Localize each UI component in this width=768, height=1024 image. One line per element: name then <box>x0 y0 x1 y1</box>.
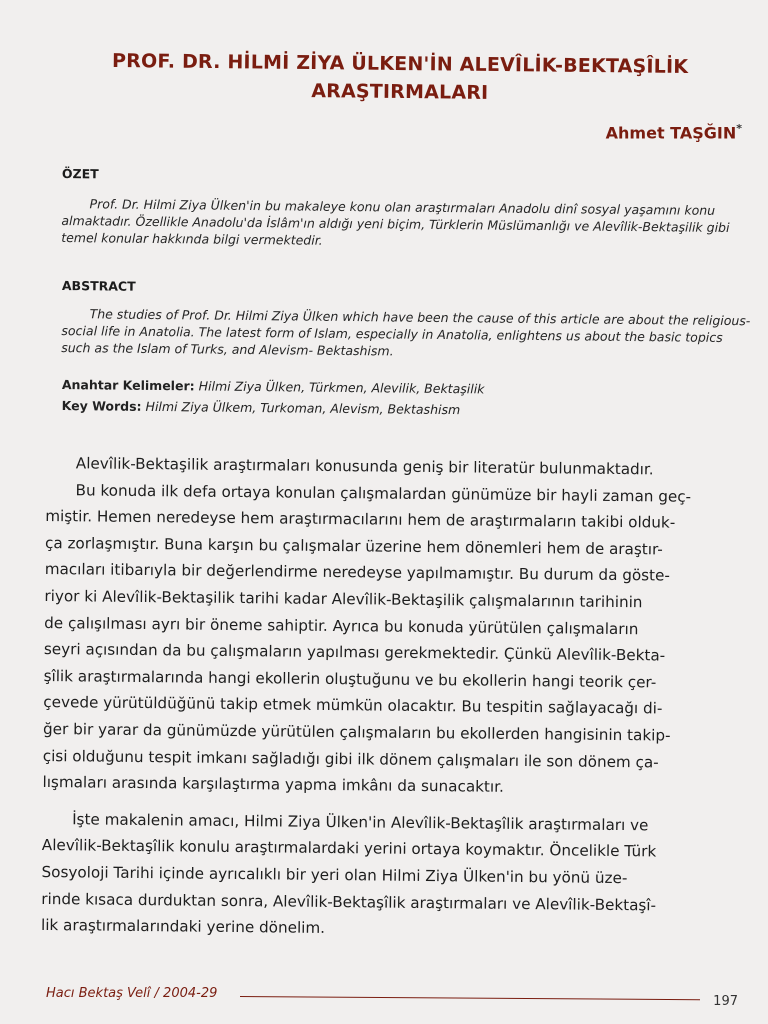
abstract-section <box>61 278 752 363</box>
text-line: Alevîlik-Bektaşîlik konulu araştırmalardaki yerini ortaya koymaktır. Öncelikle Türk <box>41 836 657 861</box>
keywords-en-value: Hilmi Ziya Ülkem, Turkoman, Alevism, Bektashism <box>145 398 461 418</box>
text-line: lışmaları arasında karşılaştırma yapma imkânı da sunacaktır. <box>42 773 504 796</box>
body-paragraph-2 <box>41 806 738 946</box>
footer-divider <box>240 996 700 1000</box>
text-line: Sosyoloji Tarihi içinde ayrıcalıklı bir yeri olan Hilmi Ziya Ülken'in bu yönü üze- <box>41 862 628 888</box>
text-line: riyor ki Alevîlik-Bektaşilik tarihi kadar Alevîlik-Bektaşilik çalışmalarının tarihinin <box>44 586 643 612</box>
text-line: Alevîlik-Bektaşilik araştırmaları konusunda geniş bir literatür bulunmaktadır. <box>75 454 654 479</box>
author-name: Ahmet TAŞĞIN <box>605 123 737 143</box>
text-line: çevede yürütüldüğünü takip etmek mümkün olacaktır. Bu tespitin sağlayacağı di- <box>43 693 663 718</box>
keywords-en-label: Key Words: <box>61 397 142 414</box>
text-line: miştir. Hemen neredeyse hem araştırmacılarını hem de araştırmaların takibi olduk- <box>45 507 676 532</box>
ozet-text-block <box>61 195 751 253</box>
text-line: seyri açısından da bu çalışmaların yapılması gerekmektedir. Çünkü Alevîlik-Bekta- <box>43 640 666 665</box>
body-paragraph-1 <box>42 450 742 803</box>
abstract-text: The studies of Prof. Dr. Hilmi Ziya Ülken which have been the cause of this article are about the religious- social life in Anatolia. The latest form of Islam, especially in Anatolia, enlightens us about the basic topics such as the Islam of Turks, and Alevism- Bektashism. <box>61 306 751 359</box>
abstract-heading: ABSTRACT <box>61 278 136 294</box>
ozet-section <box>61 166 752 253</box>
journal-footer: Hacı Bektaş Velî / 2004-29 <box>46 986 218 1001</box>
text-line: ça zorlaşmıştır. Buna karşın bu çalışmalar üzerine hem dönemleri hem de araştır- <box>44 533 663 559</box>
abstract-text-block <box>61 305 751 363</box>
text-line: macıları itibarıyla bir değerlendirme neredeyse yapılmamıştır. Bu durum da göste- <box>44 560 670 585</box>
title-line-1: PROF. DR. HİLMİ ZİYA ÜLKEN'İN ALEVÎLİK-BEKTAŞÎLİK <box>111 49 689 79</box>
keywords-section <box>62 374 752 423</box>
keywords-tr-value: Hilmi Ziya Ülken, Türkmen, Alevilik, Bektaşilik <box>198 378 485 397</box>
text-line: rinde kısaca durduktan sonra, Alevîlik-Bektaşîlik araştırmaları ve Alevîlik-Bektaşî- <box>41 889 657 914</box>
text-line: Bu konuda ilk defa ortaya konulan çalışmalardan günümüze bir hayli zaman geç- <box>75 480 692 506</box>
article-title <box>60 46 741 109</box>
author <box>606 122 742 142</box>
title-line-2: ARAŞTIRMALARI <box>311 80 489 104</box>
text-line: çisi olduğunu tespit imkanı sağladığı gibi ilk dönem çalışmaları ile son dönem ça- <box>42 746 659 771</box>
ozet-text: Prof. Dr. Hilmi Ziya Ülken'in bu makaleye konu olan araştırmaları Anadolu dinî sosyal yaşamını konu almaktadır. Özellikle Anadolu'da İslâm'ın aldığı yeni biçim, Türklerin Müslümanlığı ve Alevîlik-Bektaşilik gibi temel konular hakkında bilgi vermektedir. <box>61 196 730 248</box>
ozet-heading: ÖZET <box>61 166 99 182</box>
text-line: ğer bir yarar da günümüzde yürütülen çalışmaların bu ekollerden hangisinin takip- <box>42 719 671 745</box>
text-line: de çalışılması ayrı bir öneme sahiptir. Ayrıca bu konuda yürütülen çalışmaların <box>44 613 639 638</box>
author-footnote-mark: * <box>736 122 742 135</box>
text-line: lik araştırmalarındaki yerine dönelim. <box>40 916 326 938</box>
text-line: İşte makalenin amacı, Hilmi Ziya Ülken'in Alevîlik-Bektaşîlik araştırmaları ve <box>72 810 649 835</box>
keywords-tr-label: Anahtar Kelimeler: <box>61 376 195 394</box>
text-line: şîlik araştırmalarında hangi ekollerin oluştuğunu ve bu ekollerin hangi teorik çer- <box>43 666 657 692</box>
page-number: 197 <box>713 994 738 1009</box>
body-text <box>41 450 742 946</box>
